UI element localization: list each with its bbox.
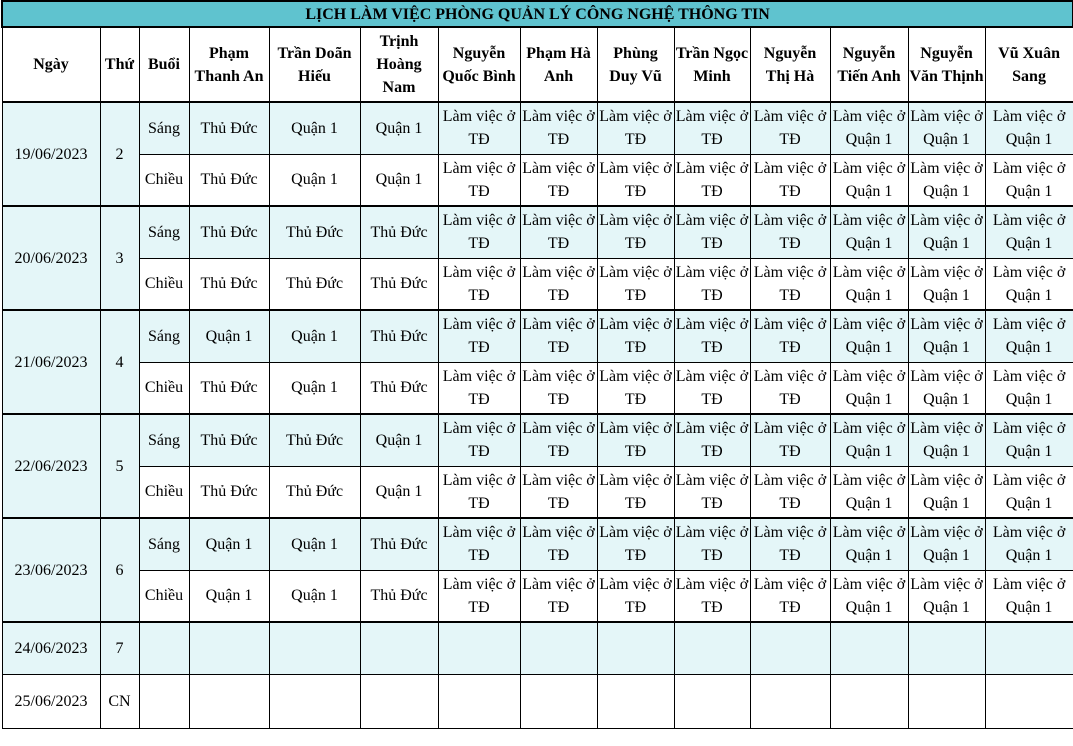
table-row (2, 102, 1073, 154)
schedule-cell: Làm việc ở Quận 1 (830, 154, 908, 206)
schedule-cell: Quận 1 (269, 518, 360, 570)
schedule-cell: Làm việc ở Quận 1 (908, 466, 985, 518)
schedule-cell: Làm việc ở Quận 1 (830, 102, 908, 154)
header-person: Nguyễn Văn Thịnh (908, 27, 985, 102)
session-cell: Sáng (139, 206, 189, 258)
schedule-cell: Làm việc ở Quận 1 (830, 362, 908, 414)
empty-cell (985, 622, 1073, 674)
schedule-cell: Làm việc ở TĐ (674, 570, 750, 622)
schedule-cell: Làm việc ở TĐ (674, 258, 750, 310)
schedule-cell: Làm việc ở TĐ (674, 466, 750, 518)
table-row (2, 518, 1073, 570)
session-cell: Sáng (139, 414, 189, 466)
schedule-table (1, 0, 1073, 729)
table-row (2, 414, 1073, 466)
schedule-cell: Làm việc ở TĐ (438, 258, 520, 310)
date-cell: 22/06/2023 (2, 414, 100, 518)
session-cell: Chiều (139, 466, 189, 518)
schedule-cell: Quận 1 (360, 154, 438, 206)
schedule-cell: Làm việc ở TĐ (520, 466, 597, 518)
session-cell: Sáng (139, 310, 189, 362)
schedule-cell: Làm việc ở TĐ (750, 102, 830, 154)
schedule-cell: Thủ Đức (360, 258, 438, 310)
schedule-cell: Làm việc ở Quận 1 (985, 102, 1073, 154)
empty-cell (269, 622, 360, 674)
schedule-cell: Làm việc ở Quận 1 (908, 362, 985, 414)
schedule-cell: Quận 1 (189, 570, 269, 622)
empty-cell (520, 622, 597, 674)
schedule-cell: Làm việc ở TĐ (750, 518, 830, 570)
weekday-cell: CN (100, 674, 139, 728)
empty-cell (438, 622, 520, 674)
schedule-cell: Làm việc ở TĐ (750, 570, 830, 622)
schedule-cell: Làm việc ở Quận 1 (985, 570, 1073, 622)
weekday-cell: 7 (100, 622, 139, 674)
schedule-cell: Thủ Đức (189, 362, 269, 414)
schedule-cell: Làm việc ở TĐ (520, 206, 597, 258)
empty-cell (985, 674, 1073, 728)
empty-cell (438, 674, 520, 728)
header-person: Phạm Hà Anh (520, 27, 597, 102)
table-row (2, 466, 1073, 518)
schedule-cell: Quận 1 (189, 310, 269, 362)
schedule-cell: Thủ Đức (189, 102, 269, 154)
header-person: Phạm Thanh An (189, 27, 269, 102)
schedule-cell: Làm việc ở TĐ (597, 414, 674, 466)
session-cell: Chiều (139, 258, 189, 310)
header-person: Phùng Duy Vũ (597, 27, 674, 102)
table-row (2, 258, 1073, 310)
schedule-cell: Làm việc ở Quận 1 (985, 518, 1073, 570)
schedule-cell: Làm việc ở Quận 1 (830, 414, 908, 466)
schedule-cell: Làm việc ở Quận 1 (908, 154, 985, 206)
schedule-cell: Thủ Đức (189, 414, 269, 466)
schedule-cell: Thủ Đức (189, 154, 269, 206)
weekday-cell: 5 (100, 414, 139, 518)
date-cell: 21/06/2023 (2, 310, 100, 414)
schedule-cell: Làm việc ở TĐ (674, 154, 750, 206)
schedule-cell: Làm việc ở Quận 1 (908, 518, 985, 570)
empty-cell (597, 674, 674, 728)
empty-cell (830, 622, 908, 674)
header-person: Trần Doãn Hiếu (269, 27, 360, 102)
schedule-cell: Làm việc ở Quận 1 (830, 310, 908, 362)
table-row (2, 362, 1073, 414)
table-row (2, 206, 1073, 258)
schedule-cell: Làm việc ở TĐ (597, 206, 674, 258)
header-person: Nguyễn Tiến Anh (830, 27, 908, 102)
schedule-cell: Làm việc ở Quận 1 (830, 518, 908, 570)
schedule-cell: Làm việc ở TĐ (597, 102, 674, 154)
weekday-cell: 3 (100, 206, 139, 310)
schedule-cell: Làm việc ở TĐ (438, 310, 520, 362)
schedule-cell: Làm việc ở Quận 1 (985, 154, 1073, 206)
schedule-cell: Làm việc ở TĐ (438, 570, 520, 622)
empty-cell (189, 674, 269, 728)
schedule-cell: Làm việc ở Quận 1 (985, 362, 1073, 414)
schedule-cell: Làm việc ở TĐ (520, 310, 597, 362)
schedule-body (2, 102, 1073, 728)
table-row (2, 622, 1073, 674)
schedule-cell: Quận 1 (360, 102, 438, 154)
date-cell: 24/06/2023 (2, 622, 100, 674)
empty-cell (908, 674, 985, 728)
schedule-cell: Làm việc ở Quận 1 (830, 258, 908, 310)
schedule-cell: Làm việc ở TĐ (438, 518, 520, 570)
schedule-cell: Làm việc ở TĐ (597, 466, 674, 518)
header-date: Ngày (2, 27, 100, 102)
schedule-cell: Thủ Đức (269, 258, 360, 310)
schedule-cell: Làm việc ở TĐ (520, 258, 597, 310)
schedule-cell: Thủ Đức (360, 310, 438, 362)
weekday-cell: 6 (100, 518, 139, 622)
schedule-cell: Làm việc ở Quận 1 (908, 310, 985, 362)
schedule-cell: Làm việc ở TĐ (750, 466, 830, 518)
schedule-cell: Làm việc ở TĐ (597, 570, 674, 622)
schedule-cell: Quận 1 (269, 362, 360, 414)
empty-cell (597, 622, 674, 674)
schedule-cell: Làm việc ở TĐ (750, 310, 830, 362)
schedule-cell: Làm việc ở TĐ (438, 206, 520, 258)
schedule-cell: Làm việc ở TĐ (597, 518, 674, 570)
table-title: LỊCH LÀM VIỆC PHÒNG QUẢN LÝ CÔNG NGHỆ THÔNG TIN (2, 1, 1073, 27)
table-row (2, 154, 1073, 206)
schedule-cell: Làm việc ở TĐ (520, 414, 597, 466)
schedule-cell: Làm việc ở TĐ (438, 414, 520, 466)
schedule-cell: Thủ Đức (269, 414, 360, 466)
header-person: Trịnh Hoàng Nam (360, 27, 438, 102)
schedule-cell: Làm việc ở TĐ (438, 154, 520, 206)
schedule-cell: Thủ Đức (360, 570, 438, 622)
header-session: Buổi (139, 27, 189, 102)
schedule-cell: Làm việc ở Quận 1 (985, 414, 1073, 466)
header-person: Trần Ngọc Minh (674, 27, 750, 102)
empty-cell (830, 674, 908, 728)
schedule-cell: Thủ Đức (360, 518, 438, 570)
schedule-cell: Quận 1 (189, 518, 269, 570)
schedule-cell: Làm việc ở Quận 1 (985, 466, 1073, 518)
empty-cell (360, 674, 438, 728)
header-person: Vũ Xuân Sang (985, 27, 1073, 102)
table-row (2, 674, 1073, 728)
date-cell: 25/06/2023 (2, 674, 100, 728)
schedule-cell: Quận 1 (269, 102, 360, 154)
schedule-cell: Làm việc ở Quận 1 (830, 206, 908, 258)
schedule-cell: Làm việc ở Quận 1 (908, 206, 985, 258)
schedule-cell: Làm việc ở TĐ (597, 258, 674, 310)
header-person: Nguyễn Thị Hà (750, 27, 830, 102)
schedule-cell: Làm việc ở TĐ (674, 310, 750, 362)
empty-cell (139, 622, 189, 674)
schedule-cell: Làm việc ở TĐ (438, 466, 520, 518)
session-cell: Sáng (139, 102, 189, 154)
schedule-cell: Thủ Đức (360, 206, 438, 258)
header-person: Nguyễn Quốc Bình (438, 27, 520, 102)
schedule-cell: Làm việc ở TĐ (750, 258, 830, 310)
schedule-cell: Làm việc ở Quận 1 (985, 310, 1073, 362)
schedule-cell: Làm việc ở TĐ (520, 362, 597, 414)
schedule-cell: Làm việc ở TĐ (674, 414, 750, 466)
date-cell: 19/06/2023 (2, 102, 100, 206)
table-row (2, 310, 1073, 362)
empty-cell (360, 622, 438, 674)
schedule-cell: Làm việc ở TĐ (520, 154, 597, 206)
schedule-cell: Làm việc ở TĐ (520, 570, 597, 622)
schedule-cell: Làm việc ở TĐ (520, 518, 597, 570)
schedule-cell: Làm việc ở TĐ (674, 206, 750, 258)
schedule-cell: Làm việc ở Quận 1 (985, 206, 1073, 258)
schedule-cell: Làm việc ở TĐ (674, 518, 750, 570)
schedule-cell: Quận 1 (269, 570, 360, 622)
schedule-cell: Làm việc ở TĐ (597, 310, 674, 362)
table-row (2, 570, 1073, 622)
header-weekday: Thứ (100, 27, 139, 102)
date-cell: 20/06/2023 (2, 206, 100, 310)
weekday-cell: 2 (100, 102, 139, 206)
empty-cell (750, 622, 830, 674)
schedule-cell: Làm việc ở Quận 1 (908, 258, 985, 310)
schedule-cell: Làm việc ở TĐ (750, 206, 830, 258)
schedule-cell: Làm việc ở TĐ (750, 154, 830, 206)
schedule-cell: Quận 1 (360, 466, 438, 518)
schedule-cell: Làm việc ở TĐ (674, 102, 750, 154)
empty-cell (750, 674, 830, 728)
weekday-cell: 4 (100, 310, 139, 414)
schedule-cell: Thủ Đức (360, 362, 438, 414)
empty-cell (269, 674, 360, 728)
session-cell: Sáng (139, 518, 189, 570)
schedule-cell: Làm việc ở Quận 1 (908, 102, 985, 154)
schedule-cell: Làm việc ở Quận 1 (985, 258, 1073, 310)
schedule-cell: Quận 1 (269, 154, 360, 206)
schedule-cell: Làm việc ở TĐ (438, 362, 520, 414)
empty-cell (139, 674, 189, 728)
session-cell: Chiều (139, 154, 189, 206)
schedule-cell: Thủ Đức (189, 466, 269, 518)
schedule-cell: Quận 1 (269, 310, 360, 362)
schedule-cell: Làm việc ở TĐ (597, 154, 674, 206)
schedule-cell: Thủ Đức (269, 466, 360, 518)
schedule-cell: Làm việc ở TĐ (520, 102, 597, 154)
empty-cell (908, 622, 985, 674)
empty-cell (189, 622, 269, 674)
schedule-cell: Làm việc ở Quận 1 (908, 570, 985, 622)
session-cell: Chiều (139, 570, 189, 622)
date-cell: 23/06/2023 (2, 518, 100, 622)
schedule-cell: Làm việc ở TĐ (750, 414, 830, 466)
schedule-cell: Làm việc ở TĐ (438, 102, 520, 154)
schedule-cell: Làm việc ở Quận 1 (908, 414, 985, 466)
schedule-cell: Làm việc ở TĐ (597, 362, 674, 414)
schedule-cell: Làm việc ở Quận 1 (830, 570, 908, 622)
schedule-cell: Làm việc ở TĐ (750, 362, 830, 414)
schedule-cell: Thủ Đức (189, 206, 269, 258)
empty-cell (520, 674, 597, 728)
schedule-cell: Làm việc ở Quận 1 (830, 466, 908, 518)
session-cell: Chiều (139, 362, 189, 414)
empty-cell (674, 622, 750, 674)
schedule-cell: Thủ Đức (269, 206, 360, 258)
schedule-cell: Làm việc ở TĐ (674, 362, 750, 414)
empty-cell (674, 674, 750, 728)
schedule-cell: Quận 1 (360, 414, 438, 466)
schedule-cell: Thủ Đức (189, 258, 269, 310)
